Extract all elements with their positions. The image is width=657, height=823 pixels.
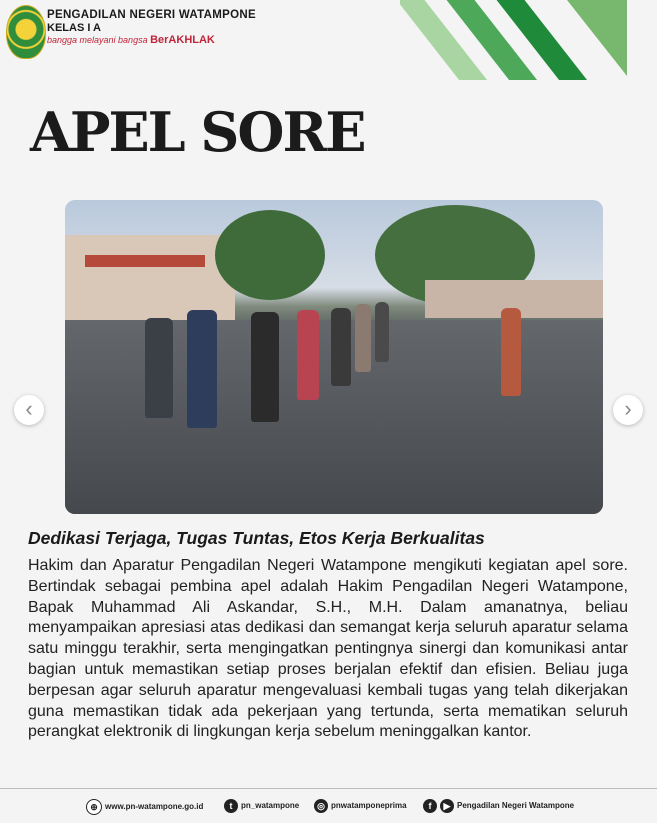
chevron-right-icon: › <box>624 396 632 421</box>
header <box>0 0 657 70</box>
chevron-left-icon: ‹ <box>25 396 33 421</box>
tagline-brand: BerAKHLAK <box>150 34 215 46</box>
org-class: KELAS I A <box>47 22 101 34</box>
twitter-icon: t <box>224 799 238 813</box>
facebook-icon: f <box>423 799 437 813</box>
footer-facebook-youtube[interactable]: f ▶ Pengadilan Negeri Watampone <box>423 799 574 813</box>
event-photo[interactable] <box>65 200 603 514</box>
tagline-prefix: bangga melayani bangsa <box>47 35 148 45</box>
instagram-icon: ◎ <box>314 799 328 813</box>
footer <box>0 788 657 823</box>
article-subtitle: Dedikasi Terjaga, Tugas Tuntas, Etos Kerja Berkualitas <box>28 528 485 548</box>
decorative-stripes <box>400 0 657 80</box>
decorative-triangle <box>567 0 627 76</box>
page-title: APEL SORE <box>30 100 365 164</box>
article-body: Hakim dan Aparatur Pengadilan Negeri Watampone mengikuti kegiatan apel sore. Bertindak sebagai pembina apel adalah Hakim Pengadilan Negeri Watampone, Bapak Muhammad Ali Askandar, S.H., M.H. Dalam amanatnya, beliau menyampaikan apresiasi atas dedikasi dan semangat kerja seluruh aparatur selama satu minggu terakhir, serta mengingatkan pentingnya sinergi dan komunikasi antar bagian untuk memastikan setiap proses berjalan efektif dan efisien. Beliau juga berpesan agar seluruh aparatur mengevaluasi kembali tugas yang telah dikerjakan guna memastikan tidak ada pekerjaan yang tertunda, serta mematikan seluruh perangkat elektronik di lingkungan kerja sebelum meninggalkan kantor. <box>28 557 628 741</box>
carousel-next-button[interactable] <box>613 395 643 425</box>
footer-twitter[interactable]: t pn_watampone <box>224 799 299 813</box>
footer-website[interactable]: ⊕ www.pn-watampone.go.id <box>86 799 203 815</box>
court-logo <box>6 5 46 59</box>
org-name: PENGADILAN NEGERI WATAMPONE <box>47 9 256 21</box>
footer-instagram[interactable]: ◎ pnwatamponeprima <box>314 799 407 813</box>
youtube-icon: ▶ <box>440 799 454 813</box>
tagline <box>47 34 215 46</box>
carousel-prev-button[interactable] <box>14 395 44 425</box>
globe-icon: ⊕ <box>86 799 102 815</box>
